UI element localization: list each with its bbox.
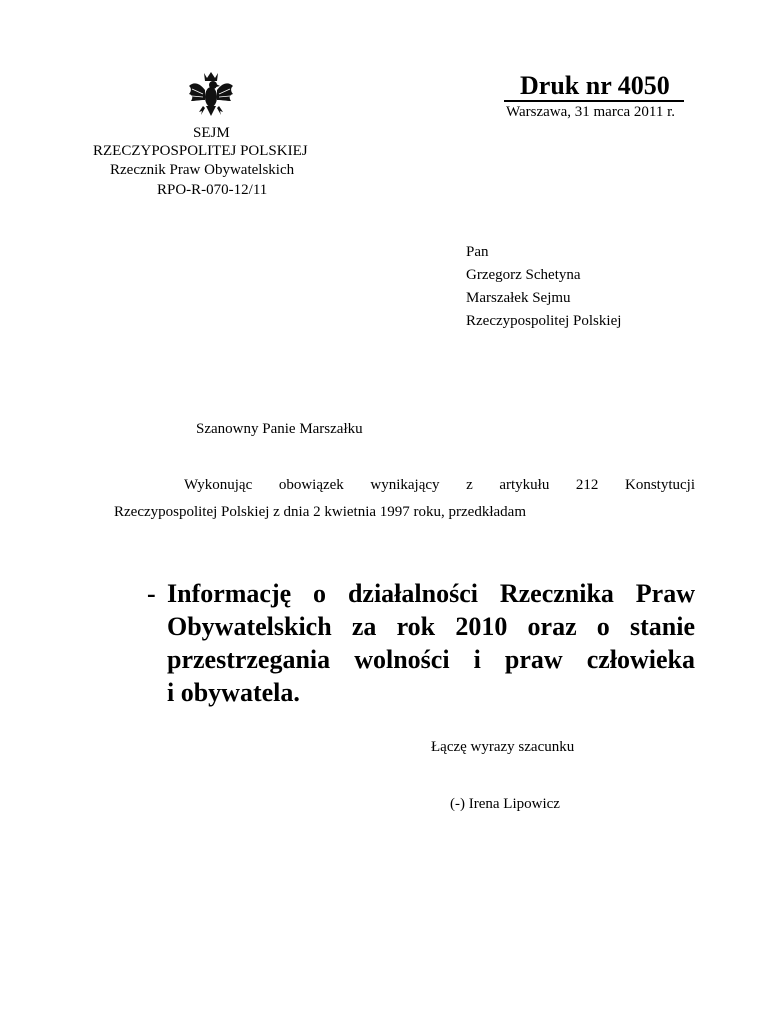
addressee-line-4: Rzeczypospolitej Polskiej (466, 313, 622, 329)
info-line-1: Informację o działalności Rzecznika Praw (167, 579, 695, 608)
sender-name: Rzecznik Praw Obywatelskich (110, 162, 295, 178)
print-number-underline (504, 100, 684, 102)
info-line-2: Obywatelskich za rok 2010 oraz o stanie (167, 612, 695, 641)
body-text-line-2: Rzeczypospolitej Polskiej z dnia 2 kwietnia 1997 roku, przedkładam (114, 504, 526, 520)
place-date: Warszawa, 31 marca 2011 r. (506, 104, 675, 120)
addressee-line-1: Pan (466, 244, 489, 260)
info-line-4: i obywatela. (167, 678, 300, 707)
body-text-line-1: Wykonując obowiązek wynikający z artykułu 212 Konstytucji (184, 477, 695, 493)
signature: (-) Irena Lipowicz (450, 796, 560, 812)
salutation: Szanowny Panie Marszałku (196, 421, 363, 437)
info-dash: - (147, 579, 156, 608)
addressee-line-2: Grzegorz Schetyna (466, 267, 581, 283)
info-line-3: przestrzegania wolności i praw człowieka (167, 645, 695, 674)
print-number: Druk nr 4050 (520, 71, 670, 100)
addressee-line-3: Marszałek Sejmu (466, 290, 571, 306)
institution-line-2: RZECZYPOSPOLITEJ POLSKIEJ (93, 143, 308, 159)
reference-number: RPO-R-070-12/11 (157, 182, 268, 198)
polish-eagle-icon (187, 70, 235, 120)
institution-line-1: SEJM (193, 125, 230, 141)
closing-phrase: Łączę wyrazy szacunku (431, 739, 575, 755)
